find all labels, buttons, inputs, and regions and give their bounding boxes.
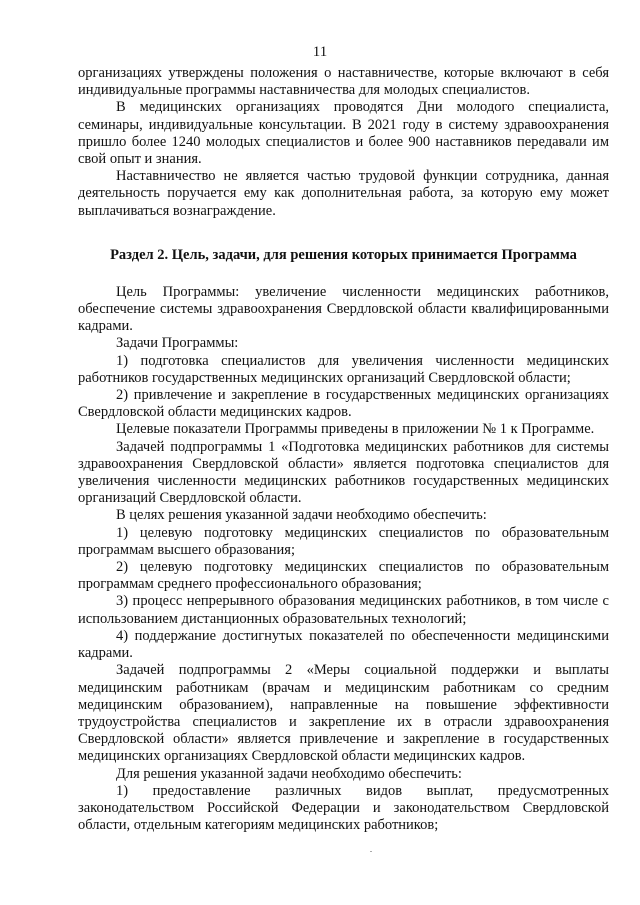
paragraph: Для решения указанной задачи необходимо обеспечить: (116, 765, 462, 782)
page-number: 11 (312, 44, 328, 60)
paragraph: организациях утверждены положения о наставничестве, которые включают в себя индивидуальные программы наставничества для молодых специалистов. (78, 65, 609, 99)
document-body (78, 65, 609, 834)
paragraph: Цель Программы: увеличение численности медицинских работников, обеспечение системы здравоохранения Свердловской области квалифицированными кадрами. (78, 283, 609, 335)
list-item: 3) процесс непрерывного образования медицинских работников, в том числе с использованием дистанционных образовательных технологий; (78, 593, 609, 627)
paragraph: Задачей подпрограммы 2 «Меры социальной поддержки и выплаты медицинским работникам (врачам и медицинским работникам со средним медицинским образованием), направленные на повышение эффективности трудоустройства специалистов и закрепление их в отрасли здравоохранения Свердловской области» является привлечение и закрепление в государственных медицинских организациях Свердловской области медицинских кадров. (78, 662, 609, 765)
list-item: 4) поддержание достигнутых показателей по обеспеченности медицинскими кадрами. (78, 627, 609, 662)
list-item: 2) привлечение и закрепление в государственных медицинских организациях Свердловской области медицинских кадров. (78, 387, 609, 421)
scan-speck (370, 851, 372, 852)
paragraph: Наставничество не является частью трудовой функции сотрудника, данная деятельность поручается ему как дополнительная работа, за которую ему может выплачиваться вознаграждение. (78, 168, 609, 219)
paragraph: Целевые показатели Программы приведены в приложении № 1 к Программе. (116, 421, 595, 438)
paragraph: В целях решения указанной задачи необходимо обеспечить: (116, 507, 487, 524)
list-item: 1) подготовка специалистов для увеличения численности медицинских работников государственных медицинских организаций Свердловской области; (78, 352, 609, 386)
paragraph: Задачи Программы: (116, 335, 239, 352)
list-item: 1) предоставление различных видов выплат, предусмотренных законодательством Российской Федерации и законодательством Свердловской области, отдельным категориям медицинских работников; (78, 782, 609, 834)
list-item: 2) целевую подготовку медицинских специалистов по образовательным программам среднего профессионального образования; (78, 559, 609, 593)
section-heading: Раздел 2. Цель, задачи, для решения которых принимается Программа (110, 246, 577, 263)
list-item: 1) целевую подготовку медицинских специалистов по образовательным программам высшего образования; (78, 524, 609, 558)
paragraph: Задачей подпрограммы 1 «Подготовка медицинских работников для системы здравоохранения Свердловской области» является подготовка специалистов для увеличения численности медицинских работников государственных медицинских организаций Свердловской области. (78, 438, 609, 507)
paragraph: В медицинских организациях проводятся Дни молодого специалиста, семинары, индивидуальные консультации. В 2021 году в систему здравоохранения пришло более 1240 молодых специалистов и более 900 наставников передавали им свой опыт и знания. (78, 99, 609, 168)
